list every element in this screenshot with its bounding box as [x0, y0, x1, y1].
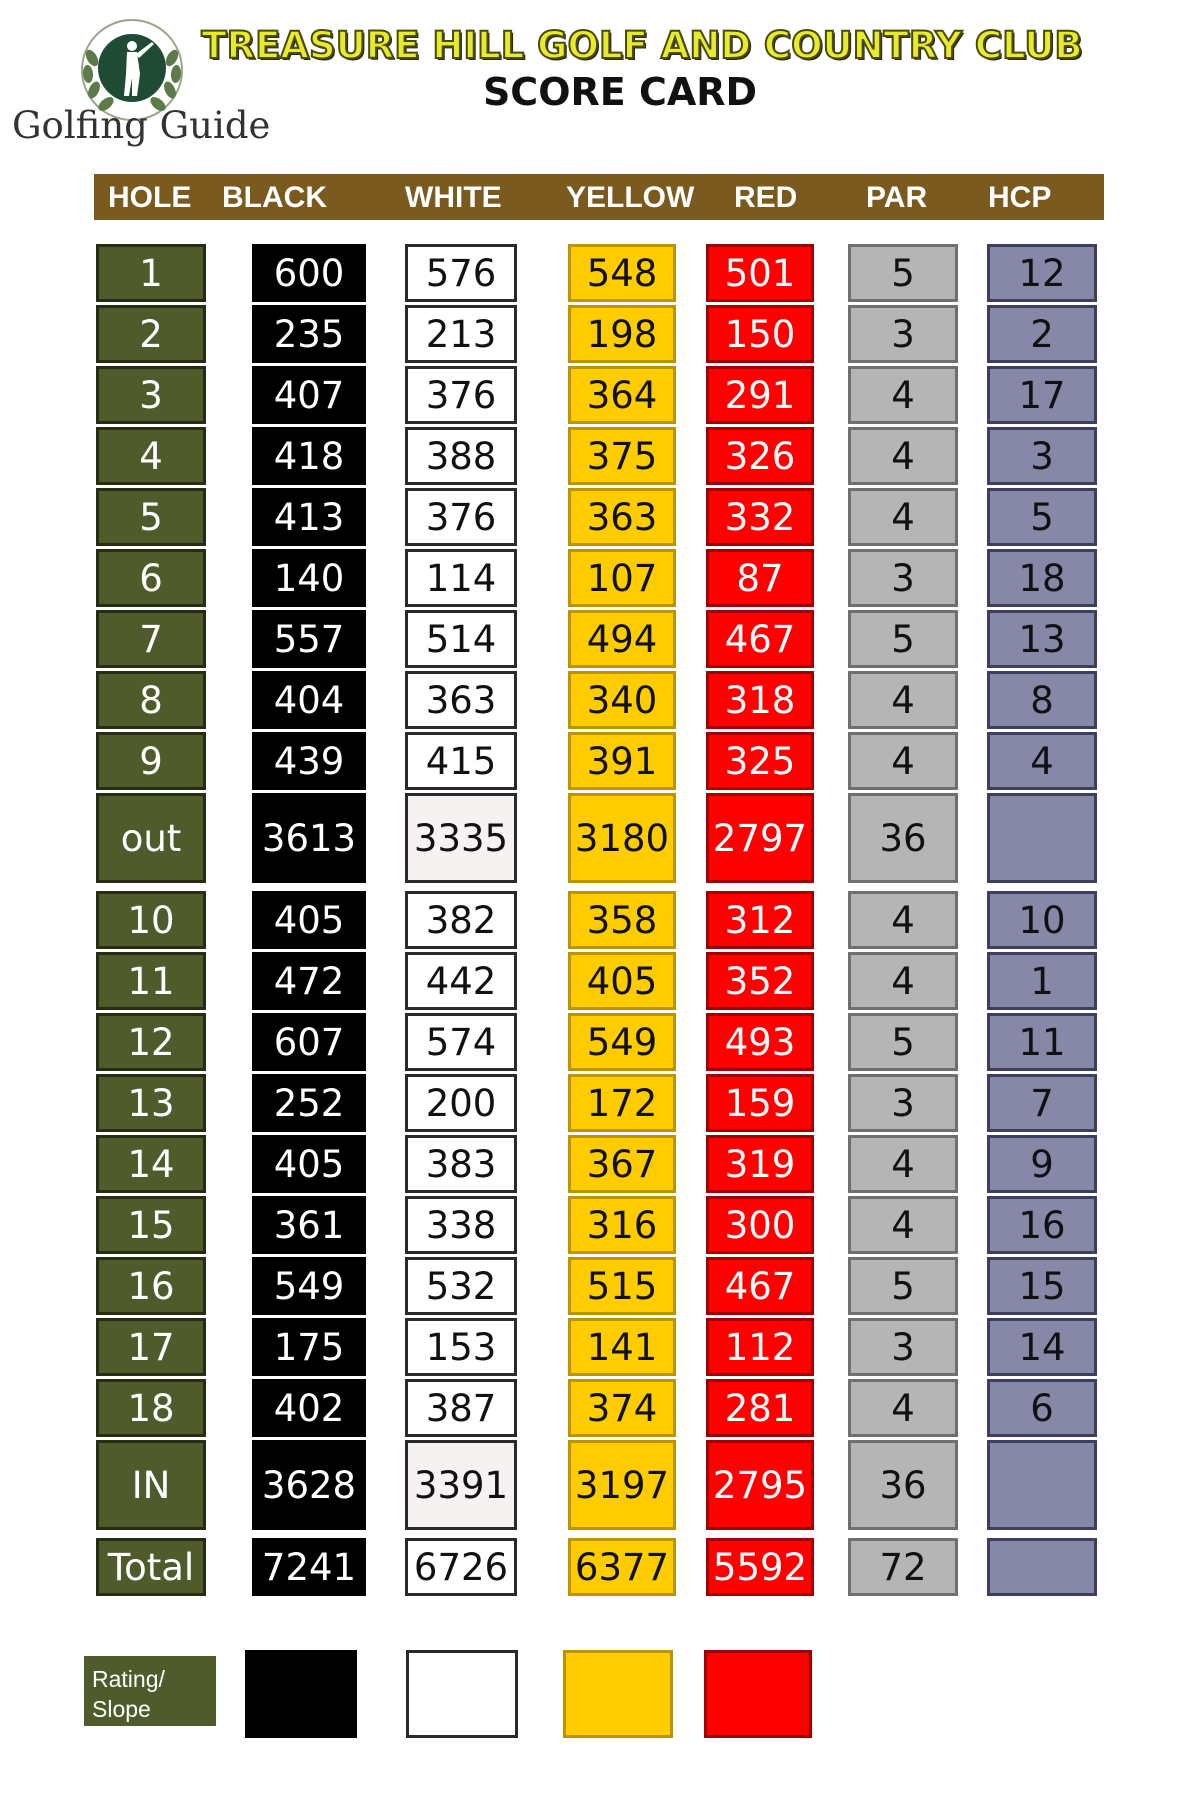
cell-par-row-total: 72 — [848, 1538, 958, 1596]
column-header-white: WHITE — [405, 181, 502, 214]
cell-yellow-row-16: 515 — [568, 1257, 676, 1315]
column-header-par: PAR — [866, 181, 928, 214]
cell-black-row-9: 439 — [252, 732, 366, 790]
cell-white-row-8: 363 — [405, 671, 517, 729]
cell-yellow-row-15: 316 — [568, 1196, 676, 1254]
cell-black-row-1: 600 — [252, 244, 366, 302]
cell-par-row-18: 4 — [848, 1379, 958, 1437]
cell-white-row-in: 3391 — [405, 1440, 517, 1530]
cell-hole-row-14: 14 — [96, 1135, 206, 1193]
rating-yellow-cell — [563, 1650, 673, 1738]
cell-yellow-row-7: 494 — [568, 610, 676, 668]
cell-hcp-row-3: 17 — [987, 366, 1097, 424]
cell-hole-row-6: 6 — [96, 549, 206, 607]
cell-black-row-10: 405 — [252, 891, 366, 949]
cell-black-row-3: 407 — [252, 366, 366, 424]
cell-par-row-15: 4 — [848, 1196, 958, 1254]
cell-black-row-15: 361 — [252, 1196, 366, 1254]
cell-red-row-17: 112 — [706, 1318, 814, 1376]
cell-hcp-row-2: 2 — [987, 305, 1097, 363]
cell-hcp-row-7: 13 — [987, 610, 1097, 668]
cell-hole-row-2: 2 — [96, 305, 206, 363]
cell-white-row-15: 338 — [405, 1196, 517, 1254]
cell-red-row-2: 150 — [706, 305, 814, 363]
cell-par-row-13: 3 — [848, 1074, 958, 1132]
cell-hole-row-1: 1 — [96, 244, 206, 302]
rating-white-cell — [406, 1650, 518, 1738]
cell-red-row-12: 493 — [706, 1013, 814, 1071]
cell-hole-row-4: 4 — [96, 427, 206, 485]
cell-hcp-row-total — [987, 1538, 1097, 1596]
cell-black-row-5: 413 — [252, 488, 366, 546]
cell-black-row-11: 472 — [252, 952, 366, 1010]
cell-hcp-row-5: 5 — [987, 488, 1097, 546]
cell-par-row-out: 36 — [848, 793, 958, 883]
cell-hole-row-7: 7 — [96, 610, 206, 668]
cell-black-row-18: 402 — [252, 1379, 366, 1437]
club-title: TREASURE HILL GOLF AND COUNTRY CLUB — [201, 24, 1083, 67]
cell-white-row-7: 514 — [405, 610, 517, 668]
cell-red-row-9: 325 — [706, 732, 814, 790]
cell-red-row-16: 467 — [706, 1257, 814, 1315]
column-header-hcp: HCP — [988, 181, 1052, 214]
cell-yellow-row-total: 6377 — [568, 1538, 676, 1596]
cell-hole-row-10: 10 — [96, 891, 206, 949]
cell-yellow-row-4: 375 — [568, 427, 676, 485]
cell-par-row-11: 4 — [848, 952, 958, 1010]
cell-red-row-out: 2797 — [706, 793, 814, 883]
cell-red-row-14: 319 — [706, 1135, 814, 1193]
cell-black-row-16: 549 — [252, 1257, 366, 1315]
cell-black-row-out: 3613 — [252, 793, 366, 883]
cell-yellow-row-13: 172 — [568, 1074, 676, 1132]
cell-red-row-18: 281 — [706, 1379, 814, 1437]
cell-red-row-total: 5592 — [706, 1538, 814, 1596]
cell-black-row-6: 140 — [252, 549, 366, 607]
cell-white-row-12: 574 — [405, 1013, 517, 1071]
cell-hcp-row-1: 12 — [987, 244, 1097, 302]
cell-yellow-row-18: 374 — [568, 1379, 676, 1437]
cell-hole-row-3: 3 — [96, 366, 206, 424]
cell-par-row-8: 4 — [848, 671, 958, 729]
cell-par-row-1: 5 — [848, 244, 958, 302]
cell-hcp-row-12: 11 — [987, 1013, 1097, 1071]
cell-par-row-6: 3 — [848, 549, 958, 607]
cell-par-row-7: 5 — [848, 610, 958, 668]
cell-hole-row-out: out — [96, 793, 206, 883]
cell-hole-row-in: IN — [96, 1440, 206, 1530]
cell-hole-row-9: 9 — [96, 732, 206, 790]
cell-red-row-1: 501 — [706, 244, 814, 302]
cell-hcp-row-4: 3 — [987, 427, 1097, 485]
cell-white-row-9: 415 — [405, 732, 517, 790]
column-header-yellow: YELLOW — [566, 181, 695, 214]
cell-yellow-row-2: 198 — [568, 305, 676, 363]
cell-par-row-17: 3 — [848, 1318, 958, 1376]
cell-red-row-3: 291 — [706, 366, 814, 424]
cell-yellow-row-6: 107 — [568, 549, 676, 607]
cell-white-row-14: 383 — [405, 1135, 517, 1193]
cell-yellow-row-9: 391 — [568, 732, 676, 790]
cell-white-row-6: 114 — [405, 549, 517, 607]
cell-par-row-16: 5 — [848, 1257, 958, 1315]
cell-hcp-row-17: 14 — [987, 1318, 1097, 1376]
cell-red-row-8: 318 — [706, 671, 814, 729]
cell-hole-row-13: 13 — [96, 1074, 206, 1132]
cell-par-row-10: 4 — [848, 891, 958, 949]
cell-red-row-15: 300 — [706, 1196, 814, 1254]
cell-par-row-in: 36 — [848, 1440, 958, 1530]
cell-white-row-16: 532 — [405, 1257, 517, 1315]
cell-black-row-14: 405 — [252, 1135, 366, 1193]
cell-red-row-6: 87 — [706, 549, 814, 607]
cell-hole-row-16: 16 — [96, 1257, 206, 1315]
cell-black-row-12: 607 — [252, 1013, 366, 1071]
cell-hole-row-12: 12 — [96, 1013, 206, 1071]
cell-red-row-in: 2795 — [706, 1440, 814, 1530]
rating-black-cell — [245, 1650, 357, 1738]
cell-yellow-row-11: 405 — [568, 952, 676, 1010]
cell-red-row-11: 352 — [706, 952, 814, 1010]
cell-black-row-13: 252 — [252, 1074, 366, 1132]
cell-black-row-8: 404 — [252, 671, 366, 729]
cell-white-row-13: 200 — [405, 1074, 517, 1132]
cell-red-row-5: 332 — [706, 488, 814, 546]
cell-par-row-3: 4 — [848, 366, 958, 424]
cell-yellow-row-5: 363 — [568, 488, 676, 546]
cell-hcp-row-6: 18 — [987, 549, 1097, 607]
cell-hcp-row-11: 1 — [987, 952, 1097, 1010]
cell-yellow-row-out: 3180 — [568, 793, 676, 883]
cell-white-row-17: 153 — [405, 1318, 517, 1376]
cell-black-row-2: 235 — [252, 305, 366, 363]
cell-yellow-row-10: 358 — [568, 891, 676, 949]
cell-red-row-4: 326 — [706, 427, 814, 485]
cell-red-row-7: 467 — [706, 610, 814, 668]
column-header-hole: HOLE — [108, 181, 192, 214]
cell-hcp-row-13: 7 — [987, 1074, 1097, 1132]
cell-hole-row-11: 11 — [96, 952, 206, 1010]
cell-black-row-17: 175 — [252, 1318, 366, 1376]
cell-white-row-5: 376 — [405, 488, 517, 546]
cell-hcp-row-18: 6 — [987, 1379, 1097, 1437]
cell-par-row-5: 4 — [848, 488, 958, 546]
cell-par-row-4: 4 — [848, 427, 958, 485]
cell-hole-row-5: 5 — [96, 488, 206, 546]
cell-white-row-10: 382 — [405, 891, 517, 949]
cell-hcp-row-out — [987, 793, 1097, 883]
column-header-black: BLACK — [222, 181, 327, 214]
cell-black-row-total: 7241 — [252, 1538, 366, 1596]
cell-white-row-3: 376 — [405, 366, 517, 424]
brand-name: Golfing Guide — [12, 104, 271, 147]
cell-yellow-row-3: 364 — [568, 366, 676, 424]
cell-white-row-4: 388 — [405, 427, 517, 485]
cell-hcp-row-9: 4 — [987, 732, 1097, 790]
cell-hcp-row-16: 15 — [987, 1257, 1097, 1315]
rating-red-cell — [704, 1650, 812, 1738]
cell-white-row-total: 6726 — [405, 1538, 517, 1596]
cell-white-row-18: 387 — [405, 1379, 517, 1437]
cell-yellow-row-8: 340 — [568, 671, 676, 729]
cell-black-row-in: 3628 — [252, 1440, 366, 1530]
cell-par-row-9: 4 — [848, 732, 958, 790]
cell-hole-row-18: 18 — [96, 1379, 206, 1437]
column-header-red: RED — [734, 181, 798, 214]
cell-hole-row-17: 17 — [96, 1318, 206, 1376]
cell-red-row-13: 159 — [706, 1074, 814, 1132]
cell-hcp-row-15: 16 — [987, 1196, 1097, 1254]
cell-yellow-row-1: 548 — [568, 244, 676, 302]
cell-hole-row-15: 15 — [96, 1196, 206, 1254]
rating-slope-label: Rating/ Slope — [84, 1656, 216, 1726]
cell-yellow-row-14: 367 — [568, 1135, 676, 1193]
cell-white-row-1: 576 — [405, 244, 517, 302]
cell-yellow-row-17: 141 — [568, 1318, 676, 1376]
cell-hcp-row-8: 8 — [987, 671, 1097, 729]
card-title: SCORE CARD — [482, 70, 758, 114]
cell-par-row-14: 4 — [848, 1135, 958, 1193]
cell-hcp-row-in — [987, 1440, 1097, 1530]
cell-hcp-row-14: 9 — [987, 1135, 1097, 1193]
cell-yellow-row-in: 3197 — [568, 1440, 676, 1530]
cell-hcp-row-10: 10 — [987, 891, 1097, 949]
cell-white-row-11: 442 — [405, 952, 517, 1010]
cell-white-row-2: 213 — [405, 305, 517, 363]
cell-par-row-2: 3 — [848, 305, 958, 363]
cell-red-row-10: 312 — [706, 891, 814, 949]
cell-black-row-4: 418 — [252, 427, 366, 485]
cell-white-row-out: 3335 — [405, 793, 517, 883]
cell-par-row-12: 5 — [848, 1013, 958, 1071]
cell-hole-row-total: Total — [96, 1538, 206, 1596]
cell-yellow-row-12: 549 — [568, 1013, 676, 1071]
cell-hole-row-8: 8 — [96, 671, 206, 729]
cell-black-row-7: 557 — [252, 610, 366, 668]
